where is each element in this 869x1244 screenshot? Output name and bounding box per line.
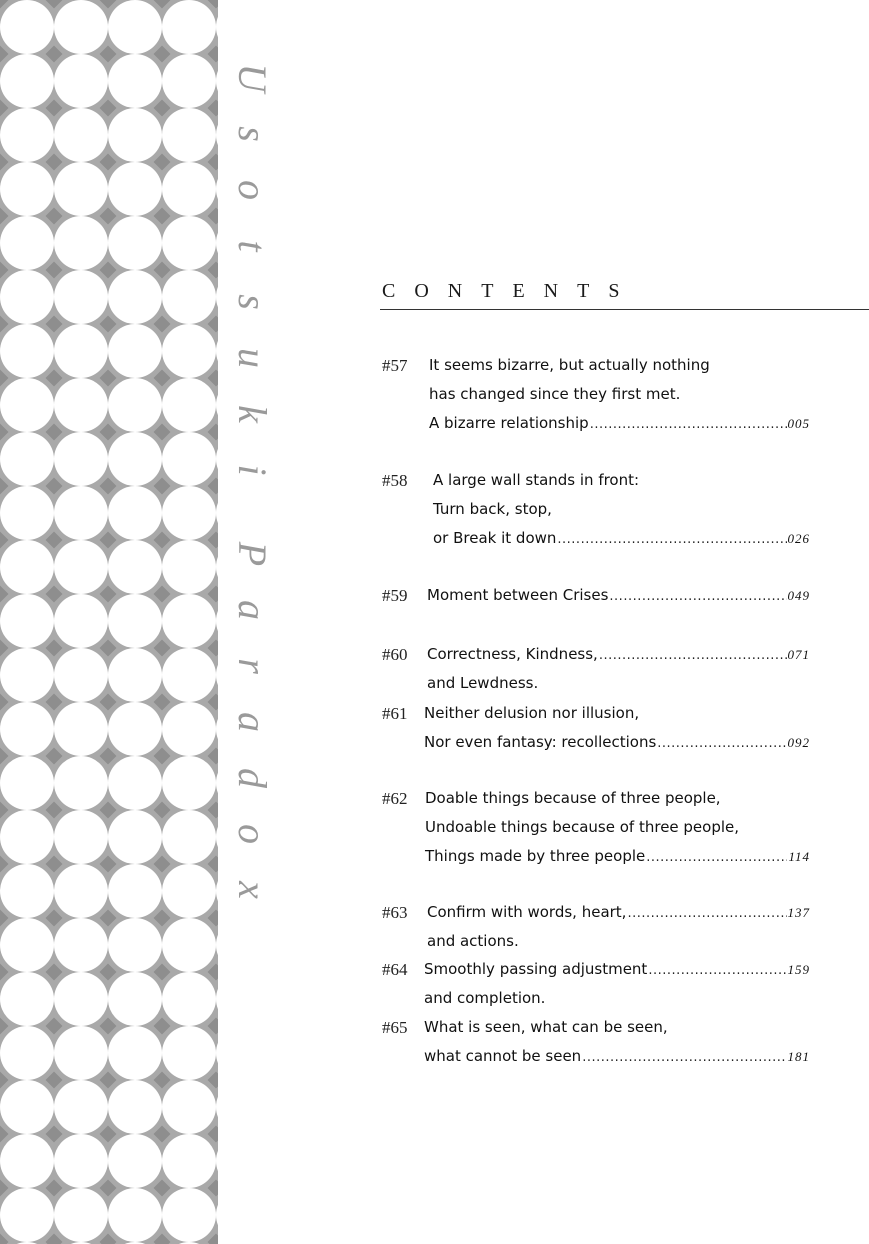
pattern-circle (108, 0, 162, 54)
pattern-circle (108, 216, 162, 270)
pattern-circle (108, 1026, 162, 1080)
page-number: 092 (787, 735, 810, 750)
pattern-circle (108, 918, 162, 972)
chapter-title-line: Turn back, stop, (433, 500, 552, 518)
pattern-circle (54, 486, 108, 540)
chapter-title-line: Doable things because of three people, (425, 789, 721, 807)
chapter-number: #62 (382, 789, 408, 808)
spine-letter: r (230, 658, 275, 674)
pattern-circle (0, 756, 54, 810)
chapter-number: #60 (382, 645, 408, 664)
chapter-number: #58 (382, 471, 408, 490)
page-number: 181 (787, 1049, 810, 1064)
pattern-circle (0, 486, 54, 540)
spine-letter: x (230, 881, 275, 899)
page-number: 005 (787, 416, 810, 431)
pattern-circle (0, 1134, 54, 1188)
pattern-circle (54, 594, 108, 648)
pattern-circle (108, 54, 162, 108)
pattern-circle (162, 1026, 216, 1080)
page-number: 049 (787, 588, 810, 603)
spine-letter: U (230, 63, 275, 93)
pattern-circle (108, 540, 162, 594)
pattern-circle (108, 702, 162, 756)
chapter-title-text: Moment between Crises (427, 586, 609, 604)
spine-letter: u (230, 348, 275, 368)
chapter-number: #61 (382, 704, 408, 723)
pattern-circle (108, 1134, 162, 1188)
pattern-circle (108, 432, 162, 486)
chapter-title-text: Correctness, Kindness, (427, 645, 598, 663)
pattern-circle (162, 540, 216, 594)
chapter-leader-line (424, 1045, 810, 1067)
chapter-title-text: A bizarre relationship (429, 414, 589, 432)
chapter-title-text: or Break it down (433, 529, 557, 547)
chapter-leader-line (427, 584, 810, 606)
pattern-circle (54, 432, 108, 486)
spine-letter: a (230, 600, 275, 620)
chapter-number: #63 (382, 903, 408, 922)
page-number: 137 (787, 905, 810, 920)
vertical-series-title (218, 50, 275, 918)
chapter-title-line: and completion. (424, 989, 546, 1007)
pattern-circle (0, 270, 54, 324)
pattern-circle (54, 702, 108, 756)
pattern-circle (0, 702, 54, 756)
dot-leader (557, 529, 786, 551)
pattern-circle (54, 216, 108, 270)
pattern-circle (162, 162, 216, 216)
pattern-circle (0, 216, 54, 270)
pattern-circle (0, 378, 54, 432)
spine-letter: P (230, 541, 275, 567)
pattern-circle (162, 756, 216, 810)
quatrefoil-pattern (0, 0, 218, 1244)
pattern-circle (0, 1080, 54, 1134)
pattern-circle (108, 594, 162, 648)
chapter-title-line: and actions. (427, 932, 519, 950)
pattern-circle (108, 108, 162, 162)
pattern-circle (162, 432, 216, 486)
pattern-circle (108, 324, 162, 378)
dot-leader (582, 1047, 786, 1069)
chapter-number: #57 (382, 356, 408, 375)
pattern-circle (108, 1080, 162, 1134)
pattern-circle (108, 756, 162, 810)
pattern-circle (162, 972, 216, 1026)
pattern-circle (0, 918, 54, 972)
dot-leader (646, 847, 787, 869)
pattern-circle (162, 702, 216, 756)
chapter-title-line: and Lewdness. (427, 674, 539, 692)
pattern-circle (54, 540, 108, 594)
spine-letter: t (230, 240, 275, 252)
pattern-circle (108, 972, 162, 1026)
pattern-circle (162, 324, 216, 378)
pattern-circle (108, 486, 162, 540)
pattern-circle (0, 54, 54, 108)
pattern-circle (0, 810, 54, 864)
pattern-circle (54, 270, 108, 324)
dot-leader (609, 586, 786, 608)
pattern-circle (0, 540, 54, 594)
pattern-circle (0, 972, 54, 1026)
pattern-circle (0, 162, 54, 216)
spine-letter: d (230, 768, 275, 788)
chapter-leader-line (427, 643, 810, 665)
pattern-circle (54, 810, 108, 864)
dot-leader (648, 960, 786, 982)
dot-leader (657, 733, 786, 755)
contents-heading: CONTENTS (382, 280, 639, 302)
pattern-circle (162, 594, 216, 648)
pattern-circle (0, 864, 54, 918)
spine-letter: o (230, 180, 275, 200)
pattern-circle (54, 756, 108, 810)
pattern-circle (54, 972, 108, 1026)
pattern-circle (162, 0, 216, 54)
chapter-title-text: Nor even fantasy: recollections (424, 733, 657, 751)
chapter-title-line: A large wall stands in front: (433, 471, 640, 489)
spine-letter: i (230, 464, 275, 476)
pattern-circle (162, 1188, 216, 1242)
chapter-number: #59 (382, 586, 408, 605)
decorative-pattern-strip (0, 0, 218, 1244)
chapter-title-line: Neither delusion nor illusion, (424, 704, 640, 722)
pattern-circle (0, 594, 54, 648)
chapter-title-line: It seems bizarre, but actually nothing (429, 356, 710, 374)
pattern-circle (54, 1134, 108, 1188)
chapter-title-text: what cannot be seen (424, 1047, 582, 1065)
heading-rule (380, 309, 869, 310)
chapter-title-text: Things made by three people (425, 847, 646, 865)
pattern-circle (108, 1188, 162, 1242)
spine-letter: a (230, 712, 275, 732)
pattern-circle (54, 324, 108, 378)
pattern-circle (54, 1188, 108, 1242)
pattern-circle (0, 108, 54, 162)
pattern-circle (162, 918, 216, 972)
chapter-number: #64 (382, 960, 408, 979)
chapter-title-text: Smoothly passing adjustment (424, 960, 648, 978)
dot-leader (599, 645, 787, 667)
chapter-title-text: Confirm with words, heart, (427, 903, 627, 921)
spine-letter: k (230, 405, 275, 423)
page-number: 114 (788, 849, 810, 864)
spine-letter: o (230, 824, 275, 844)
pattern-circle (54, 378, 108, 432)
pattern-circle (162, 486, 216, 540)
spine-letter: s (230, 294, 275, 310)
pattern-circle (108, 162, 162, 216)
pattern-circle (0, 1188, 54, 1242)
chapter-leader-line (429, 412, 810, 434)
pattern-circle (162, 216, 216, 270)
dot-leader (590, 414, 787, 436)
pattern-circle (162, 648, 216, 702)
pattern-circle (54, 162, 108, 216)
chapter-leader-line (424, 731, 810, 753)
chapter-number: #65 (382, 1018, 408, 1037)
pattern-circle (54, 918, 108, 972)
chapter-leader-line (424, 958, 810, 980)
page-number: 159 (787, 962, 810, 977)
pattern-circle (54, 864, 108, 918)
page-number: 026 (787, 531, 810, 546)
pattern-circle (162, 1080, 216, 1134)
chapter-title-line: Undoable things because of three people, (425, 818, 740, 836)
dot-leader (627, 903, 786, 925)
pattern-circle (0, 1026, 54, 1080)
pattern-circle (162, 810, 216, 864)
chapter-title-line: What is seen, what can be seen, (424, 1018, 668, 1036)
pattern-circle (108, 810, 162, 864)
chapter-leader-line (427, 901, 810, 923)
pattern-circle (54, 648, 108, 702)
spine-letter: s (230, 126, 275, 142)
pattern-circle (0, 0, 54, 54)
pattern-circle (54, 0, 108, 54)
pattern-circle (0, 432, 54, 486)
chapter-leader-line (433, 527, 810, 549)
pattern-circle (54, 1080, 108, 1134)
pattern-circle (162, 378, 216, 432)
pattern-circle (162, 864, 216, 918)
pattern-circle (0, 648, 54, 702)
pattern-circle (162, 270, 216, 324)
pattern-circle (162, 1134, 216, 1188)
pattern-circle (162, 108, 216, 162)
pattern-circle (108, 648, 162, 702)
pattern-circle (108, 270, 162, 324)
pattern-circle (162, 54, 216, 108)
page-number: 071 (787, 647, 810, 662)
pattern-circle (0, 324, 54, 378)
pattern-circle (54, 108, 108, 162)
pattern-circle (54, 1026, 108, 1080)
pattern-circle (54, 54, 108, 108)
chapter-leader-line (425, 845, 810, 867)
pattern-circle (108, 864, 162, 918)
chapter-title-line: has changed since they first met. (429, 385, 681, 403)
pattern-circle (108, 378, 162, 432)
